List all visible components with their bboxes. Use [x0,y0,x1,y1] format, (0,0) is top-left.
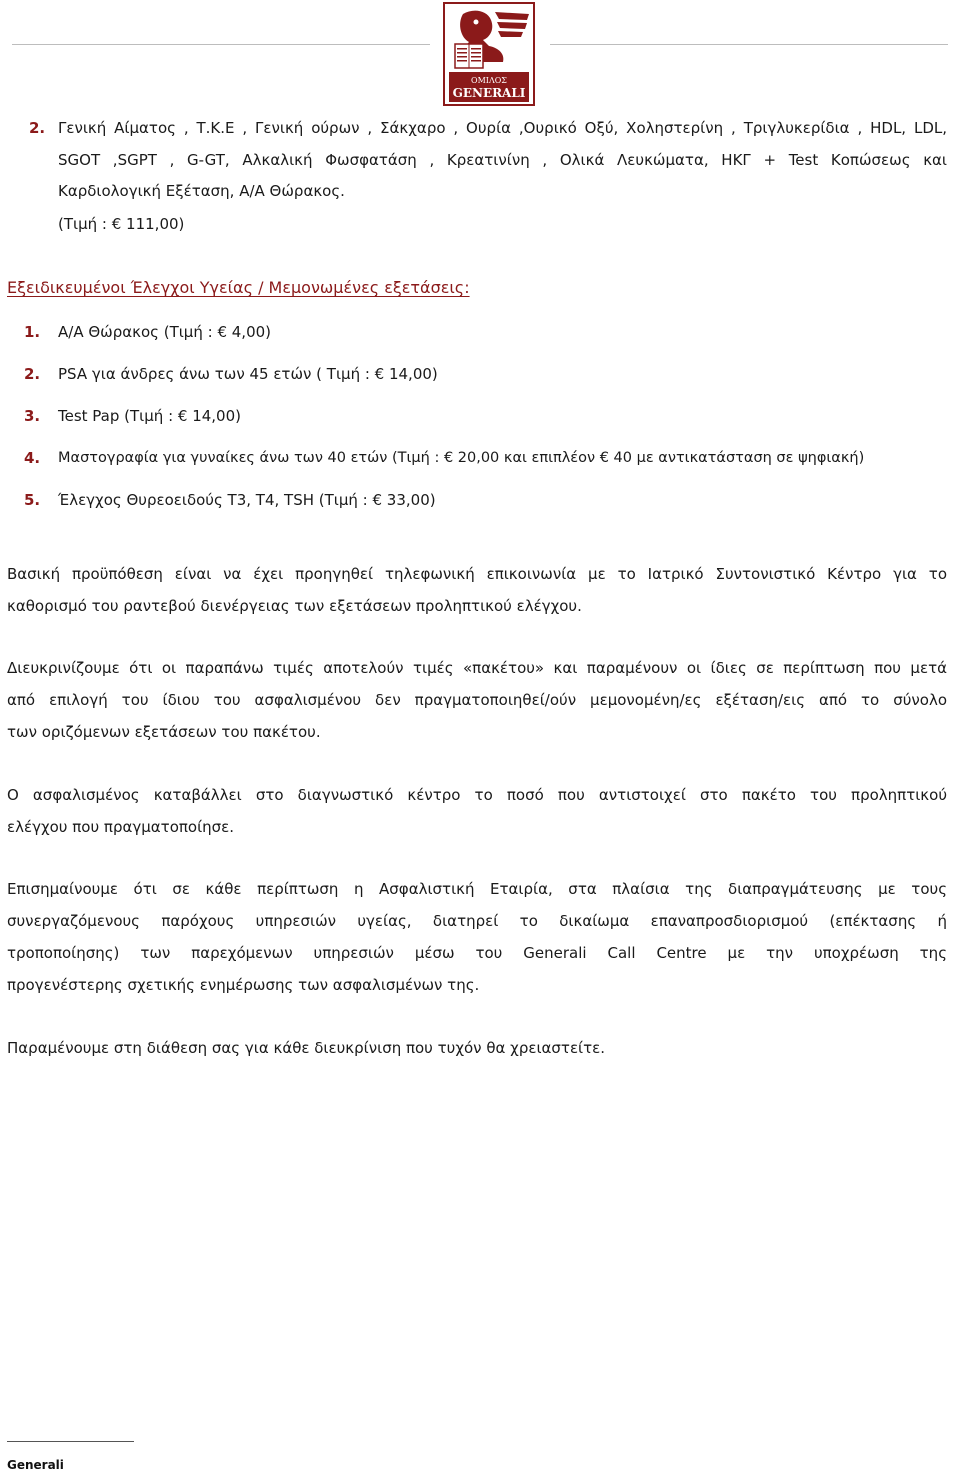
paragraph-line: Επισημαίνουμε ότι σε κάθε περίπτωση η Ασφαλιστική Εταιρία, στα πλαίσια της διαπραγμάτευσης με τους [7,880,947,898]
footer-rule [7,1441,134,1442]
test-item: Έλεγχος Θυρεοειδούς Τ3, Τ4, TSH (Τιμή : € 33,00) [58,491,436,509]
paragraph-line: Βασική προϋπόθεση είναι να έχει προηγηθεί τηλεφωνική επικοινωνία με το Ιατρικό Συντονιστικό Κέντρο για το [7,565,947,583]
paragraph-line: Διευκρινίζουμε ότι οι παραπάνω τιμές αποτελούν τιμές «πακέτου» και παραμένουν οι ίδιες σε περίπτωση που μετά [7,659,947,677]
package-line-3: Καρδιολογική Εξέταση, Α/Α Θώρακος. [58,182,345,200]
test-number: 2. [24,365,41,383]
paragraph-line: τροποποίησης) των παρεχόμενων υπηρεσιών μέσω του Generali Call Centre με την υποχρέωση της [7,944,947,962]
package-line-1: Γενική Αίματος , Τ.Κ.Ε , Γενική ούρων , Σάκχαρο , Ουρία ,Ουρικό Οξύ, Χοληστερίνη , Τριγλυκερίδια , HDL, LDL, [58,119,947,137]
paragraph-line: συνεργαζόμενους παρόχους υπηρεσιών υγείας, διατηρεί το δικαίωμα επαναπροσδιορισμού (επέκτασης ή [7,912,947,930]
section-heading: Εξειδικευμένοι Έλεγχοι Υγείας / Μεμονωμένες εξετάσεις: [7,278,470,297]
paragraph-line: προγενέστερης σχετικής ενημέρωσης των ασφαλισμένων της. [7,976,480,994]
paragraph-line: Ο ασφαλισμένος καταβάλλει στο διαγνωστικό κέντρο το ποσό που αντιστοιχεί στο πακέτο του προληπτικού [7,786,947,804]
package-line-2: SGOT ,SGPT , G-GT, Αλκαλική Φωσφατάση , Κρεατινίνη , Ολικά Λευκώματα, ΗΚΓ + Test Κοπώσεως και [58,151,947,169]
logo-text-omilos: ΟΜΙΛΟΣ [471,76,507,85]
test-number: 1. [24,323,41,341]
test-number: 3. [24,407,41,425]
generali-lion-logo [443,2,535,106]
header-rule-right [550,44,948,45]
package-price: (Τιμή : € 111,00) [58,215,185,233]
paragraph-line: καθορισμό του ραντεβού διενέργειας των εξετάσεων προληπτικού ελέγχου. [7,597,582,615]
test-item: PSA για άνδρες άνω των 45 ετών ( Τιμή : € 14,00) [58,365,438,383]
footer-company: Generali [7,1458,64,1472]
test-item: Test Pap (Τιμή : € 14,00) [58,407,241,425]
header-rule-left [12,44,430,45]
test-item: Α/Α Θώρακος (Τιμή : € 4,00) [58,323,272,341]
test-item: Μαστογραφία για γυναίκες άνω των 40 ετών (Τιμή : € 20,00 και επιπλέον € 40 με αντικατάσταση σε ψηφιακή) [58,450,865,466]
package-number: 2. [29,119,46,137]
test-number: 5. [24,491,41,509]
paragraph-line: Παραμένουμε στη διάθεση σας για κάθε διευκρίνιση που τυχόν θα χρειαστείτε. [7,1039,606,1057]
test-number: 4. [24,449,41,467]
paragraph-line: από επιλογή του ίδιου του ασφαλισμένου δεν πραγματοποιηθεί/ούν μεμονομένη/ες εξέταση/εις από το σύνολο [7,691,947,709]
logo-text-brand: GENERALI [452,86,526,100]
paragraph-line: ελέγχου που πραγματοποίησε. [7,818,235,836]
paragraph-line: των οριζόμενων εξετάσεων του πακέτου. [7,723,321,741]
